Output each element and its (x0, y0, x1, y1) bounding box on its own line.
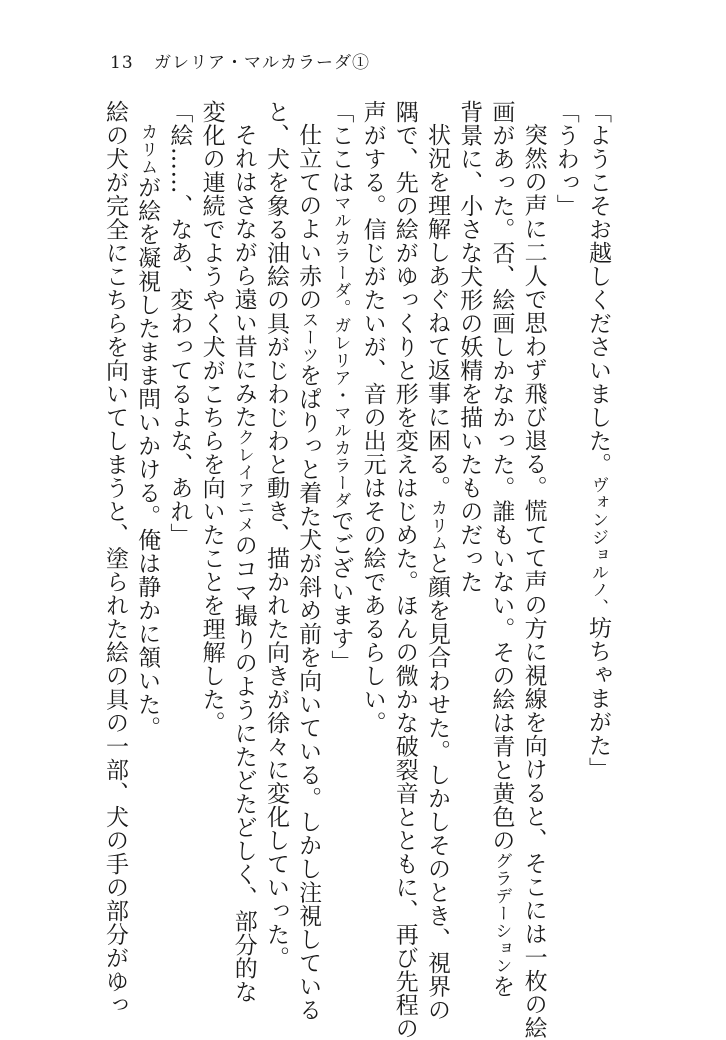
text-line-6: 状況を理解しあぐねて返事に困る。カリムと顔を見合わせた。しかしそのとき、視界の (423, 123, 450, 1022)
text-line-13: 変化の連続でようやく犬がこちらを向いたことを理解した。 (198, 100, 225, 735)
text-line-12: それはさながら遠い昔にみたクレイアニメのコマ撮りのようにたどたどしく、部分的な (230, 123, 257, 1004)
page-number: 13 (110, 53, 134, 73)
text-line-15: カリムが絵を凝視したまま問いかける。俺は静かに頷いた。 (134, 123, 161, 740)
running-title: ガレリア・マルカラーダ① (154, 53, 371, 73)
text-line-8: 声がする。信じがたいが、音の出元はその絵であるらしい。 (359, 100, 386, 735)
text-line-5: 背景に、小さな犬形の妖精を描いたものだった (456, 100, 483, 594)
text-line-3: 突然の声に二人で思わず飛び退る。慌てて声の方に視線を向けると、そこには一枚の絵 (520, 123, 547, 1040)
text-line-7: 隅で、先の絵がゆっくりと形を変えはじめた。ほんの微かな破裂音とともに、再び先程の (391, 100, 418, 1040)
vertical-text-block (99, 100, 614, 1040)
text-line-14: 「絵……、なあ、変わってるよな、あれ」 (166, 100, 193, 547)
text-line-10: 仕立てのよい赤のスーツをぱりっと着た犬が斜め前を向いている。しかし注視している (295, 123, 322, 1022)
text-line-9: 「ここはマルカラーダ。ガレリア・マルカラーダでございます」 (327, 100, 354, 674)
text-line-2: 「うわっ」 (552, 100, 579, 218)
text-line-4: 画があった。否、絵画しかなかった。誰もいない。その絵は青と黄色のグラデーションを (488, 100, 515, 998)
text-line-1: 「ようこそお越しくださいました。ヴォンジョルノ、坊ちゃまがた」 (585, 100, 611, 781)
text-line-11: と、犬を象る油絵の具がじわじわと動き、描かれた向きが徐々に変化していった。 (262, 100, 289, 970)
text-line-16: 絵の犬が完全にこちらを向いてしまうと、塗られた絵の具の一部、犬の手の部分がゆっ (101, 100, 128, 1017)
running-header (110, 48, 370, 73)
